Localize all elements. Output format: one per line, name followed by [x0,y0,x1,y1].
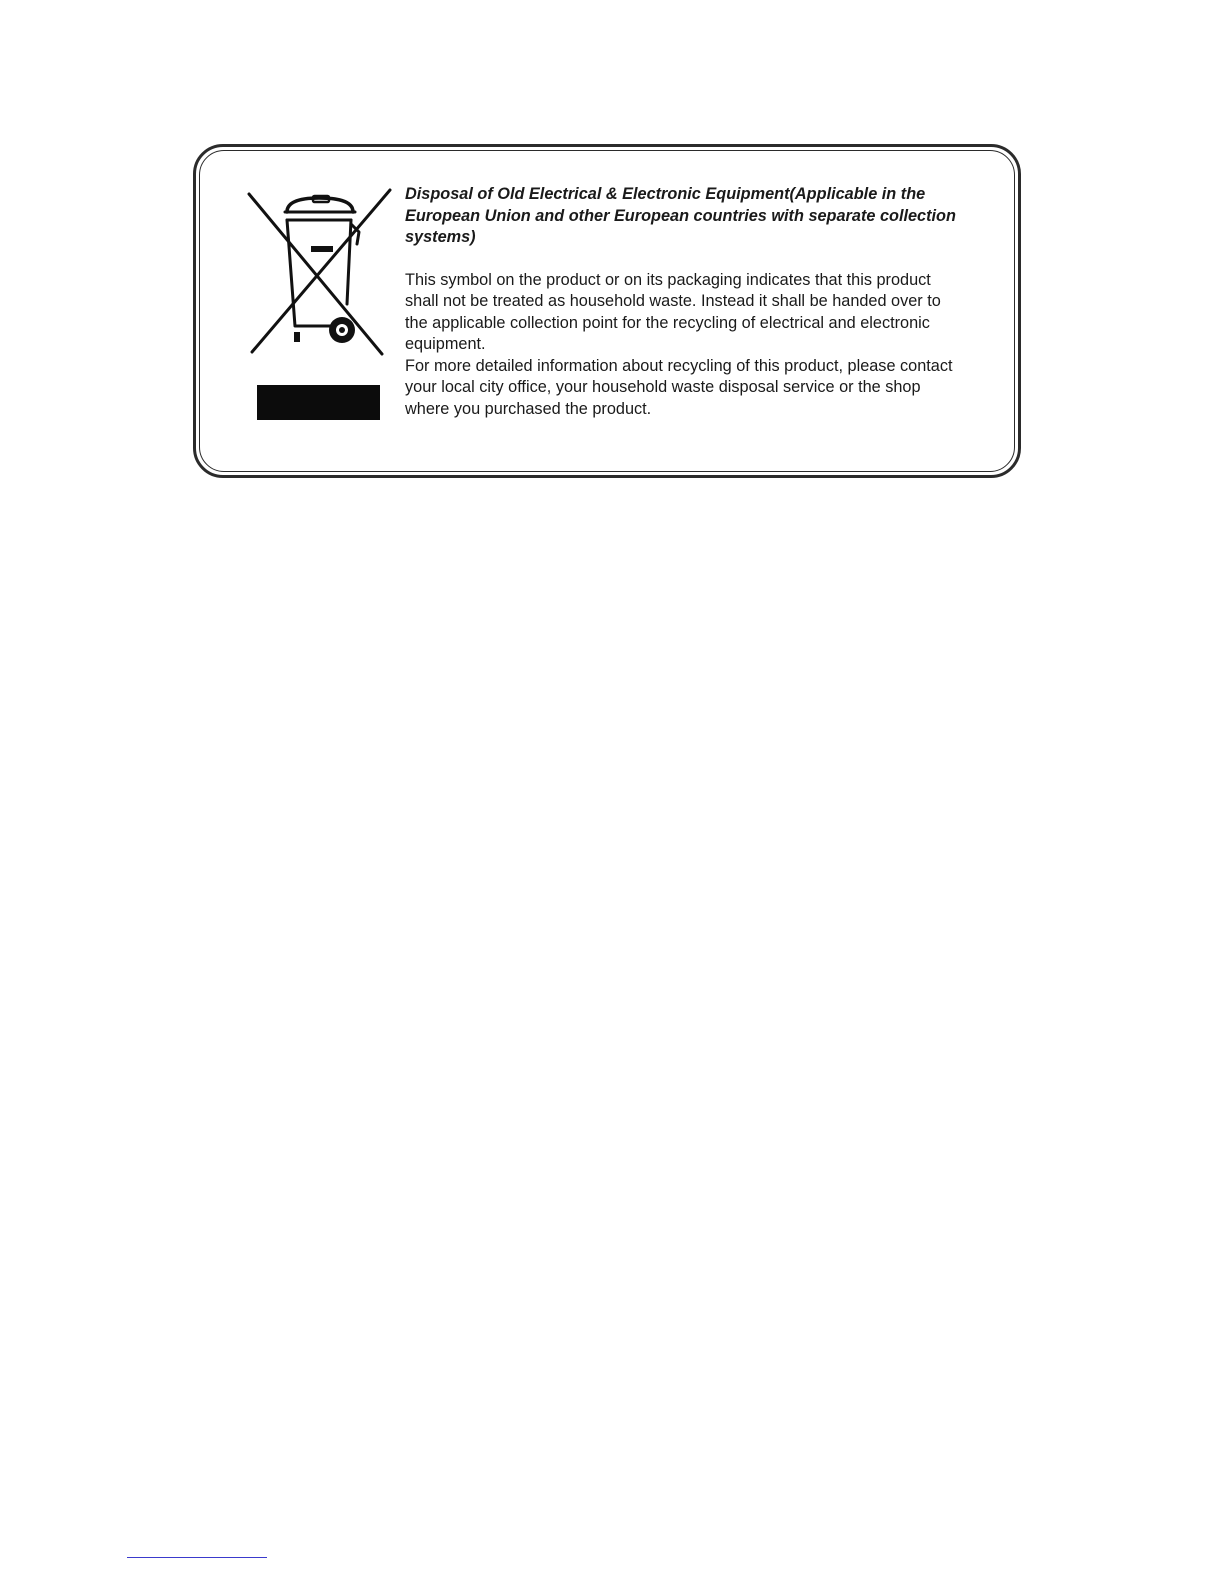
notice-text [405,184,965,420]
notice-title: Disposal of Old Electrical & Electronic Equipment(Applicable in the European Union and other European countries with separate collection systems) [405,185,956,246]
notice-paragraph-1: This symbol on the product or on its packaging indicates that this product shall not be treated as household waste. Instead it shall be handed over to the applicable collection point for the recycling of electrical and electronic equipment. [405,270,941,353]
footer-rule [127,1557,267,1558]
crossed-out-wheeled-bin-icon [247,186,392,356]
black-bar [257,385,380,420]
notice-paragraph-2: For more detailed information about recycling of this product, please contact your local city office, your household waste disposal service or the shop where you purchased the product. [405,356,953,418]
